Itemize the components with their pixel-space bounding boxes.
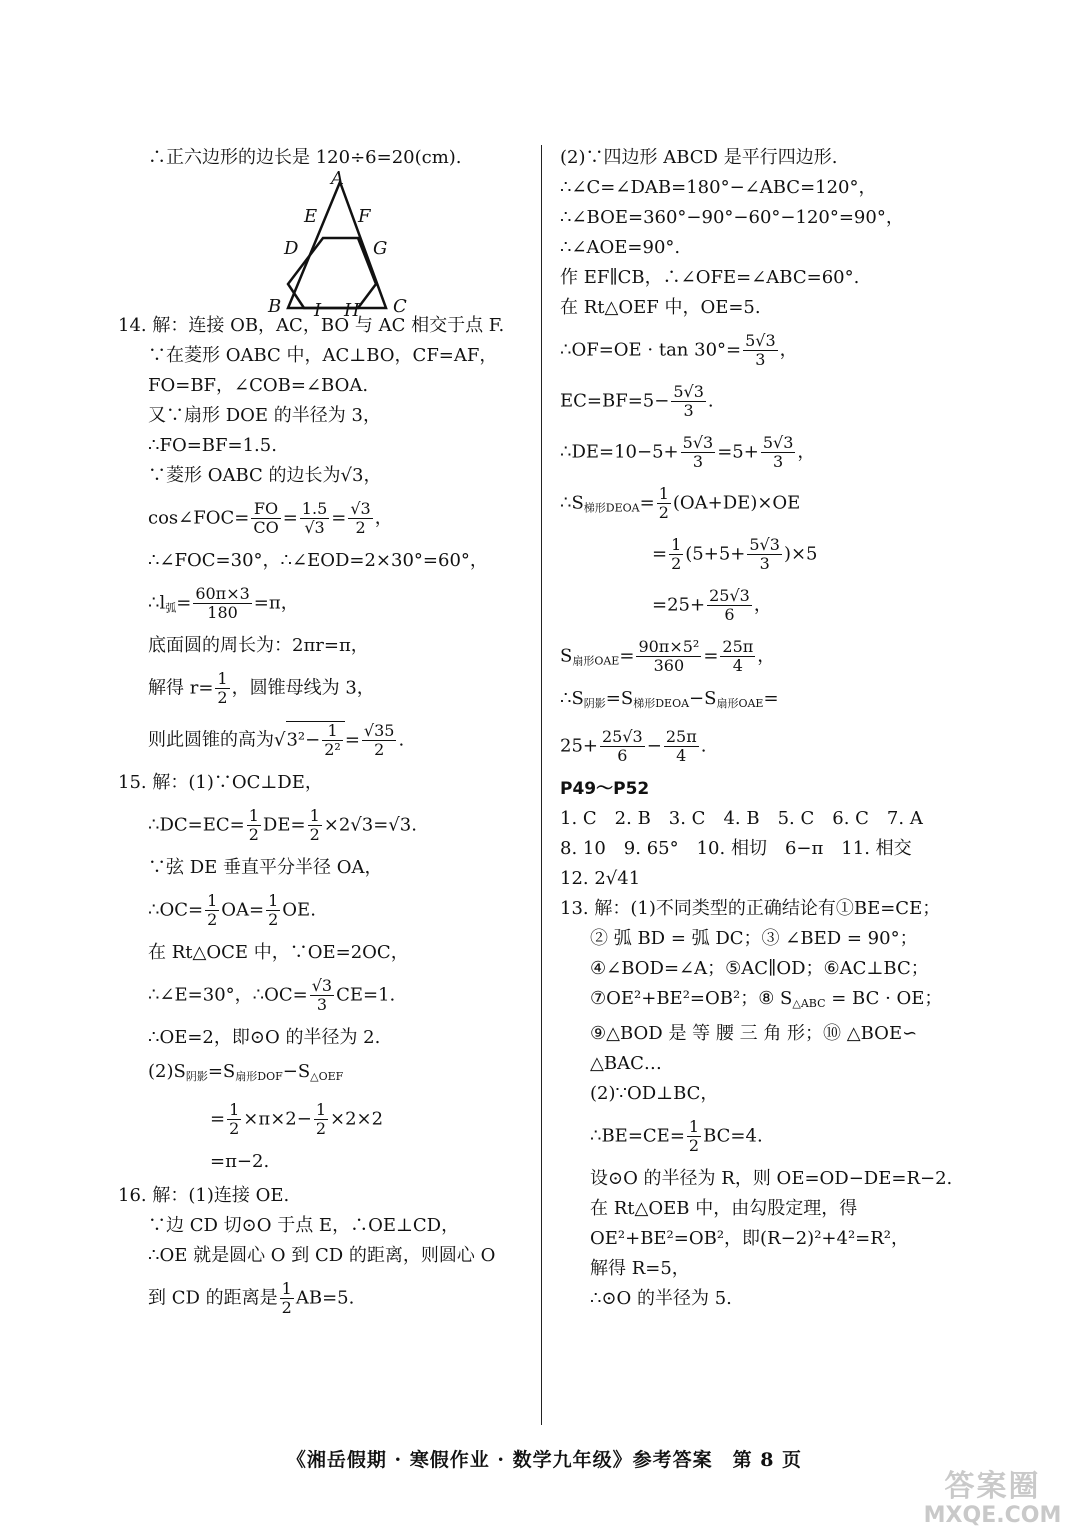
fraction: $\frac{1}{2}$ xyxy=(658,484,669,522)
fraction: $\frac{1}{2}$ xyxy=(229,1100,240,1138)
q13-title: 13. 解：(1)不同类型的正确结论有①BE=CE； xyxy=(560,898,941,919)
q15-area: $(2)S_{阴影}=S_{扇形DOF}-S_{\triangle OEF}$ xyxy=(148,1061,344,1083)
q15-area-calc: = $\frac{1}{2}$ ×π×2− $\frac{1}{2}$ ×2×2 xyxy=(210,1100,384,1138)
q13-line: ∴⊙O 的半径为 5. xyxy=(590,1288,732,1309)
q14-arc-length: $\therefore l_弧=$ $\frac{60\pi\times 3}{180}$ =π， xyxy=(148,584,299,622)
q14-radius: 解得 r= $\frac{1}{2}$ ，圆锥母线为 3， xyxy=(148,669,375,707)
right-line: ∴∠C=∠DAB=180°−∠ABC=120°， xyxy=(560,177,877,198)
fraction: $\frac{FO}{CO}$ xyxy=(253,499,279,537)
sector-area: $S_{扇形OAE}=$ $\frac{\text{90π×5²}}{360}$ = $\frac{25\pi}{4}$ ， xyxy=(560,637,776,675)
q15-oc: ∴OC= $\frac{1}{2}$ OA= $\frac{1}{2}$ OE. xyxy=(148,891,316,929)
left-column xyxy=(118,140,530,1317)
q13-line: ⑨△BOD 是 等 腰 三 角 形；⑩ △BOE∽ xyxy=(590,1023,918,1044)
q14-line: 又∵扇形 DOE 的半径为 3， xyxy=(148,405,381,426)
page-footer: 《湘岳假期 · 寒假作业 · 数学九年级》参考答案 第 8 页 xyxy=(286,1449,803,1471)
q14-title: 14. 解：连接 OB，AC，BO 与 AC 相交于点 F. xyxy=(118,315,505,336)
fraction: $\frac{1.5}{√3}$ xyxy=(301,499,328,537)
q15-line: ∴OE=2，即⊙O 的半径为 2. xyxy=(148,1027,381,1048)
trapezoid-area: $\therefore S_{梯形DEOA}=$ $\frac{1}{2}$ (OA+DE)×OE xyxy=(560,484,801,522)
column-divider xyxy=(541,145,542,1425)
q14-line: 底面圆的周长为：2πr=π， xyxy=(148,635,369,656)
q14-line: ∴FO=BF=1.5. xyxy=(148,435,277,456)
answers-row-2: 8. 10 9. 65° 10. 相切 6−π 11. 相交 xyxy=(560,838,912,859)
right-column xyxy=(560,140,980,1309)
label-A: A xyxy=(331,168,344,189)
q16-line: ∴OE 就是圆心 O 到 CD 的距离，则圆心 O xyxy=(148,1245,496,1266)
de-line: ∴DE=10−5+ $\frac{5√3}{3}$ =5+ $\frac{5√3}{3}$ ， xyxy=(560,433,816,471)
q13-line: OE²+BE²=OB²，即(R−2)²+4²=R²， xyxy=(590,1228,910,1249)
q14-line: ∵菱形 OABC 的边长为√3， xyxy=(148,465,382,486)
right-line: ∴∠AOE=90°. xyxy=(560,237,681,258)
fraction: $\frac{1}{2}$ xyxy=(309,806,320,844)
shaded-area: $\therefore S_{阴影}=S_{梯形DEOA}-S_{扇形OAE}=$ xyxy=(560,688,779,710)
q13-line: ⑦OE²+BE²=OB²；⑧ $S_{\triangle ABC}$ = BC · OE； xyxy=(590,988,943,1010)
q14-line: FO=BF，∠COB=∠BOA. xyxy=(148,375,369,396)
q15-angle: ∴∠E=30°，∴OC= $\frac{√3}{3}$ CE=1. xyxy=(148,976,396,1014)
q15-line: ∵弦 DE 垂直平分半径 OA， xyxy=(148,857,383,878)
fraction: $\frac{√3}{2}$ xyxy=(350,499,371,537)
right-line: ∴∠BOE=360°−90°−60°−120°=90°， xyxy=(560,207,904,228)
label-I: I xyxy=(314,300,322,321)
fraction: $\frac{1}{2}$ xyxy=(281,1279,292,1317)
label-F: F xyxy=(358,206,371,227)
fraction: $\frac{5√3}{3}$ xyxy=(673,382,704,420)
q13-line: 在 Rt△OEB 中，由勾股定理，得 xyxy=(590,1198,858,1219)
label-C: C xyxy=(393,296,407,317)
q13-line: 设⊙O 的半径为 R，则 OE=OD−DE=R−2. xyxy=(590,1168,953,1189)
q13-be: ∴BE=CE= $\frac{1}{2}$ BC=4. xyxy=(590,1117,763,1155)
fraction: $\frac{25\pi}{4}$ xyxy=(665,727,697,765)
q16-part2: (2)∵四边形 ABCD 是平行四边形. xyxy=(560,147,838,168)
triangle-hexagon-diagram xyxy=(118,168,530,321)
q15-title: 15. 解：(1)∵OC⊥DE， xyxy=(118,772,323,793)
right-line: 在 Rt△OEF 中，OE=5. xyxy=(560,297,761,318)
fraction: $\frac{25√3}{6}$ xyxy=(602,727,643,765)
label-D: D xyxy=(284,238,299,259)
watermark-logo xyxy=(905,1470,1080,1532)
label-B: B xyxy=(268,296,282,317)
fraction: $\frac{1}{2}$ xyxy=(248,806,259,844)
q14-cos-line: cos∠FOC= $\frac{FO}{CO}$ = $\frac{1.5}{√3}$ = $\frac{√3}{2}$ ， xyxy=(148,499,393,537)
q15-dc: ∴DC=EC= $\frac{1}{2}$ DE= $\frac{1}{2}$ ×2√3=√3. xyxy=(148,806,417,844)
q15-line: 在 Rt△OCE 中，∵OE=2OC， xyxy=(148,942,409,963)
trapezoid-result: =25+ $\frac{25√3}{6}$ ， xyxy=(652,586,772,624)
right-line: 作 EF∥CB，∴∠OFE=∠ABC=60°. xyxy=(560,267,860,288)
fraction: $\frac{1}{2}$ xyxy=(688,1117,700,1155)
label-H: H xyxy=(344,300,360,321)
hexagon-side-line: ∴正六边形的边长是 120÷6=20(cm). xyxy=(148,147,462,168)
watermark-url: MXQE.COM xyxy=(923,1503,1062,1528)
fraction: $\frac{1}{2}$ xyxy=(268,891,279,929)
fraction: $\frac{\text{90π×5²}}{360}$ xyxy=(638,637,700,675)
q14-height: 则此圆锥的高为√3²− $\frac{1}{\text{2²}}$ = $\frac{√35}{2}$ . xyxy=(148,721,405,759)
fraction: $\frac{√3}{3}$ xyxy=(311,976,333,1014)
fraction: $\frac{5√3}{3}$ xyxy=(762,433,794,471)
label-E: E xyxy=(304,206,318,227)
fraction: $\frac{1}{2}$ xyxy=(207,891,218,929)
fraction: $\frac{1}{2}$ xyxy=(217,669,228,707)
fraction: $\frac{25\pi}{4}$ xyxy=(722,637,754,675)
shaded-area-result: 25+ $\frac{25√3}{6}$ − $\frac{25\pi}{4}$ . xyxy=(560,727,707,765)
q16-line: ∵边 CD 切⊙O 于点 E，∴OE⊥CD， xyxy=(148,1215,460,1236)
ec-line: EC=BF=5− $\frac{5√3}{3}$ . xyxy=(560,382,714,420)
q14-line: ∴∠FOC=30°，∴∠EOD=2×30°=60°， xyxy=(148,550,488,571)
section-heading: P49～P52 xyxy=(560,779,650,799)
fraction: $\frac{5√3}{3}$ xyxy=(745,331,776,369)
q16-title: 16. 解：(1)连接 OE. xyxy=(118,1185,290,1206)
fraction: $\frac{√35}{2}$ xyxy=(363,721,395,759)
trapezoid-calc: = $\frac{1}{2}$ (5+5+ $\frac{5√3}{3}$ )×5 xyxy=(652,535,818,573)
label-G: G xyxy=(373,238,388,259)
q15-line: =π−2. xyxy=(210,1151,270,1172)
fraction: $\frac{5√3}{3}$ xyxy=(682,433,714,471)
q13-line: (2)∵OD⊥BC， xyxy=(590,1083,719,1104)
q13-line: ② 弧 BD = 弧 DC；③ ∠BED = 90°； xyxy=(590,928,918,949)
fraction: $\frac{1}{2}$ xyxy=(315,1100,326,1138)
fraction: $\frac{5√3}{3}$ xyxy=(749,535,780,573)
fraction: $\frac{1}{\text{2²}}$ xyxy=(324,721,341,759)
answers-row-3: 12. 2√41 xyxy=(560,868,641,889)
watermark-title: 答案圈 xyxy=(944,1469,1041,1504)
q16-distance: 到 CD 的距离是 $\frac{1}{2}$ AB=5. xyxy=(148,1279,355,1317)
fraction: $\frac{1}{2}$ xyxy=(671,535,682,573)
answers-row-1: 1. C 2. B 3. C 4. B 5. C 6. C 7. A xyxy=(560,808,923,829)
q13-line: 解得 R=5， xyxy=(590,1258,690,1279)
q13-line: ④∠BOD=∠A；⑤AC∥OD；⑥AC⊥BC； xyxy=(590,958,929,979)
of-line: ∴OF=OE · tan 30°= $\frac{5√3}{3}$ ， xyxy=(560,331,798,369)
fraction: $\frac{60\pi\times 3}{180}$ xyxy=(195,584,250,622)
q13-line: △BAC… xyxy=(590,1053,662,1074)
fraction: $\frac{25√3}{6}$ xyxy=(709,586,750,624)
q14-line: ∵在菱形 OABC 中，AC⊥BO，CF=AF， xyxy=(148,345,498,366)
